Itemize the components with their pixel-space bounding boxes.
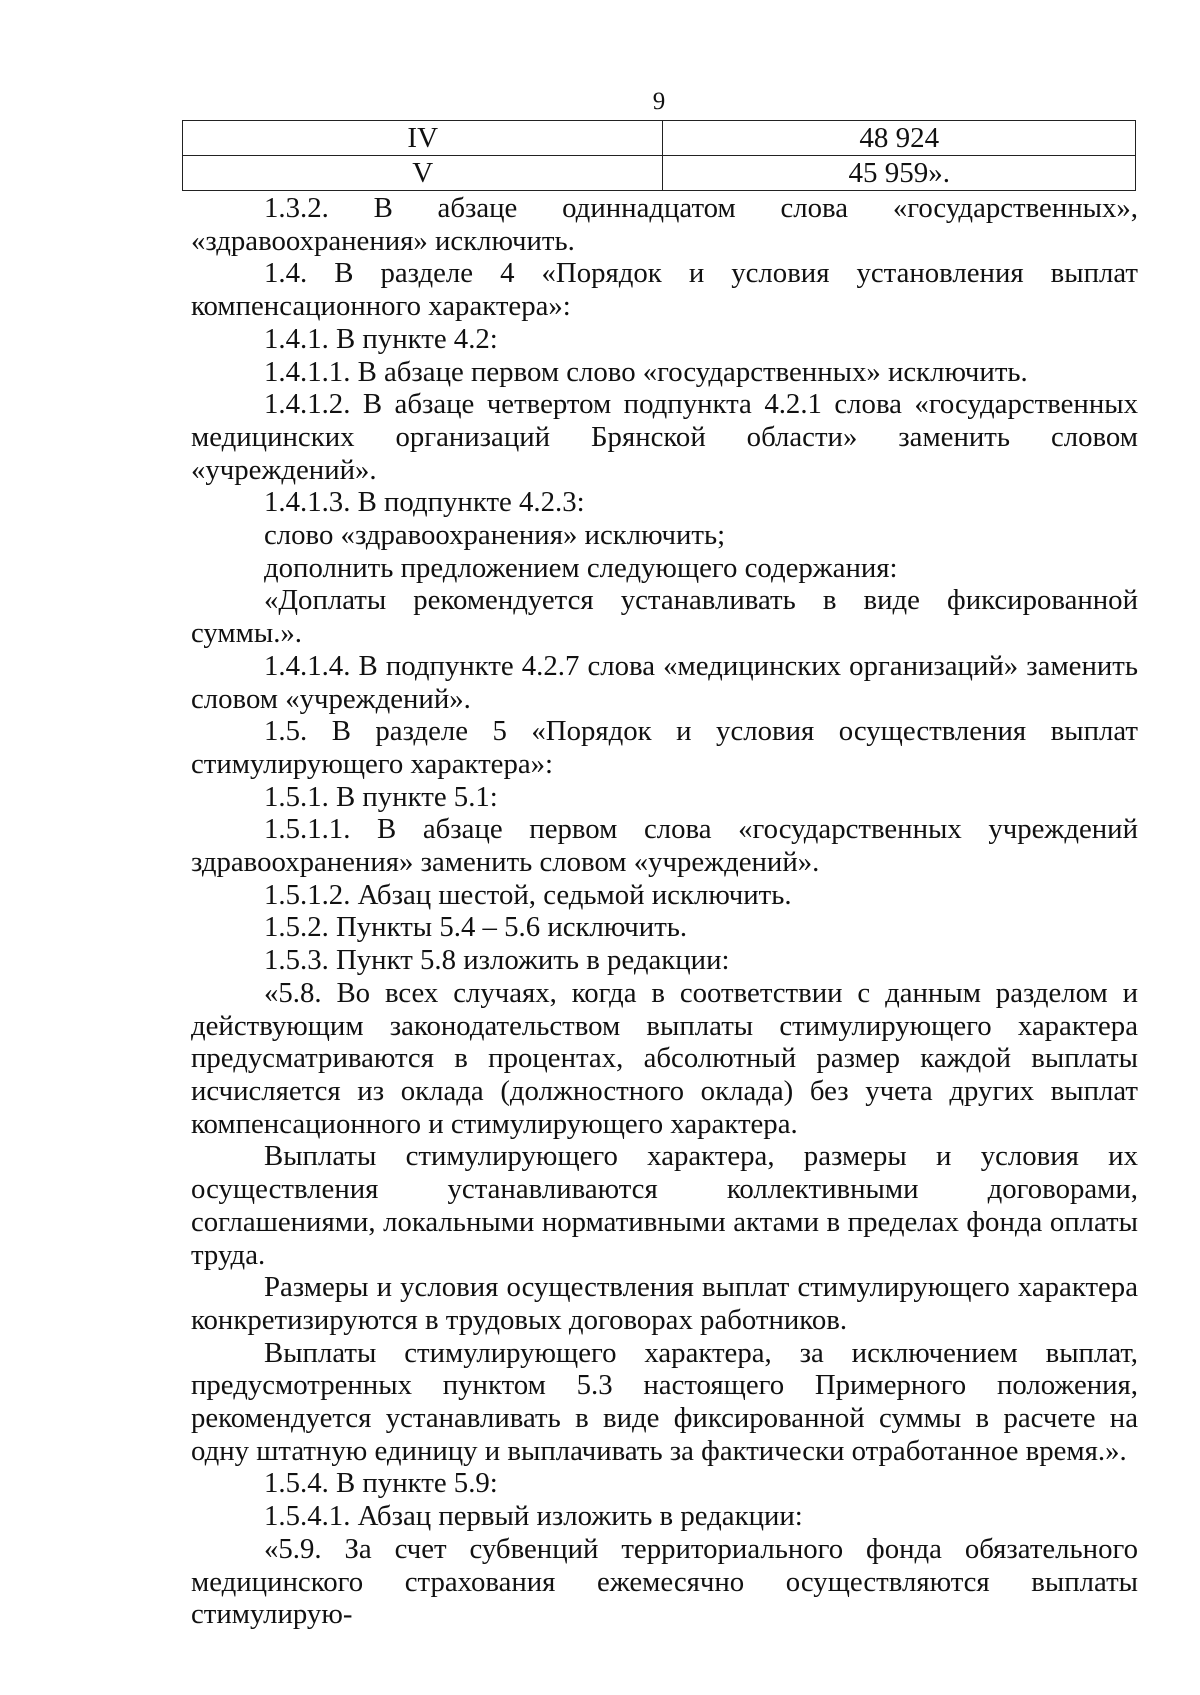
paragraph-1-5-1-2: 1.5.1.2. Абзац шестой, седьмой исключить. (264, 878, 792, 911)
document-body (191, 192, 1138, 1631)
paragraph-1-3-2: 1.3.2. В абзаце одиннадцатом слова «государственных», «здравоохранения» исключить. (191, 192, 1138, 257)
paragraph-1-5-2: 1.5.2. Пункты 5.4 – 5.6 исключить. (264, 911, 688, 944)
paragraph-1-5-1: 1.5.1. В пункте 5.1: (264, 780, 498, 813)
paragraph-supplement-note: дополнить предложением следующего содержания: (264, 551, 898, 584)
paragraph-quote-5-8: «5.8. Во всех случаях, когда в соответствии с данным разделом и действующим законодательством выплаты стимулирующего характера предусматриваются в процентах, абсолютный размер каждой выплаты исчисляется из оклада (должностного оклада) без учета других выплат компенсационного и стимулирующего характера. (191, 976, 1138, 1140)
table-cell-value: 48 924 (663, 121, 1136, 156)
paragraph-incentive-payments: Выплаты стимулирующего характера, размеры и условия их осуществления устанавливаются коллективными договорами, соглашениями, локальными нормативными актами в пределах фонда оплаты труда. (191, 1140, 1138, 1271)
paragraph-1-4-1-3: 1.4.1.3. В подпункте 4.2.3: (264, 486, 585, 519)
paragraph-1-5-4: 1.5.4. В пункте 5.9: (264, 1467, 498, 1500)
paragraph-1-5-3: 1.5.3. Пункт 5.8 изложить в редакции: (264, 944, 730, 977)
paragraph-quote-doplaty: «Доплаты рекомендуется устанавливать в виде фиксированной суммы.». (191, 584, 1138, 650)
paragraph-1-4: 1.4. В разделе 4 «Порядок и условия установления выплат компенсационного характера»: (191, 257, 1138, 323)
paragraph-1-5-4-1: 1.5.4.1. Абзац первый изложить в редакции: (264, 1500, 803, 1533)
paragraph-word-exclusion: слово «здравоохранения» исключить; (264, 519, 726, 552)
page-number: 9 (652, 88, 666, 115)
paragraph-1-4-1: 1.4.1. В пункте 4.2: (264, 322, 498, 355)
paragraph-1-4-1-1: 1.4.1.1. В абзаце первом слово «государственных» исключить. (264, 355, 1028, 388)
grade-value-table (182, 120, 1136, 191)
paragraph-1-5: 1.5. В разделе 5 «Порядок и условия осуществления выплат стимулирующего характера»: (191, 715, 1138, 780)
paragraph-1-5-1-1: 1.5.1.1. В абзаце первом слова «государственных учреждений здравоохранения» заменить словом «учреждений». (191, 813, 1138, 879)
paragraph-incentive-fixed-sum: Выплаты стимулирующего характера, за исключением выплат, предусмотренных пунктом 5.3 настоящего Примерного положения, рекомендуется устанавливать в виде фиксированной суммы в расчете на одну штатную единицу и выплачивать за фактически отработанное время.». (191, 1336, 1138, 1467)
table-row (183, 121, 1136, 156)
table-cell-grade: IV (183, 121, 663, 156)
table-cell-value: 45 959». (663, 156, 1136, 191)
table-cell-grade: V (183, 156, 663, 191)
paragraph-1-4-1-4: 1.4.1.4. В подпункте 4.2.7 слова «медицинских организаций» заменить словом «учреждений». (191, 649, 1138, 715)
paragraph-1-4-1-2: 1.4.1.2. В абзаце четвертом подпункта 4.2.1 слова «государственных медицинских организаций Брянской области» заменить словом «учреждений». (191, 388, 1138, 486)
paragraph-incentive-sizes: Размеры и условия осуществления выплат стимулирующего характера конкретизируются в трудовых договорах работников. (191, 1271, 1138, 1336)
paragraph-quote-5-9: «5.9. За счет субвенций территориального фонда обязательного медицинского страхования ежемесячно осуществляются выплаты стимулирую- (191, 1532, 1138, 1631)
table-row (183, 156, 1136, 191)
